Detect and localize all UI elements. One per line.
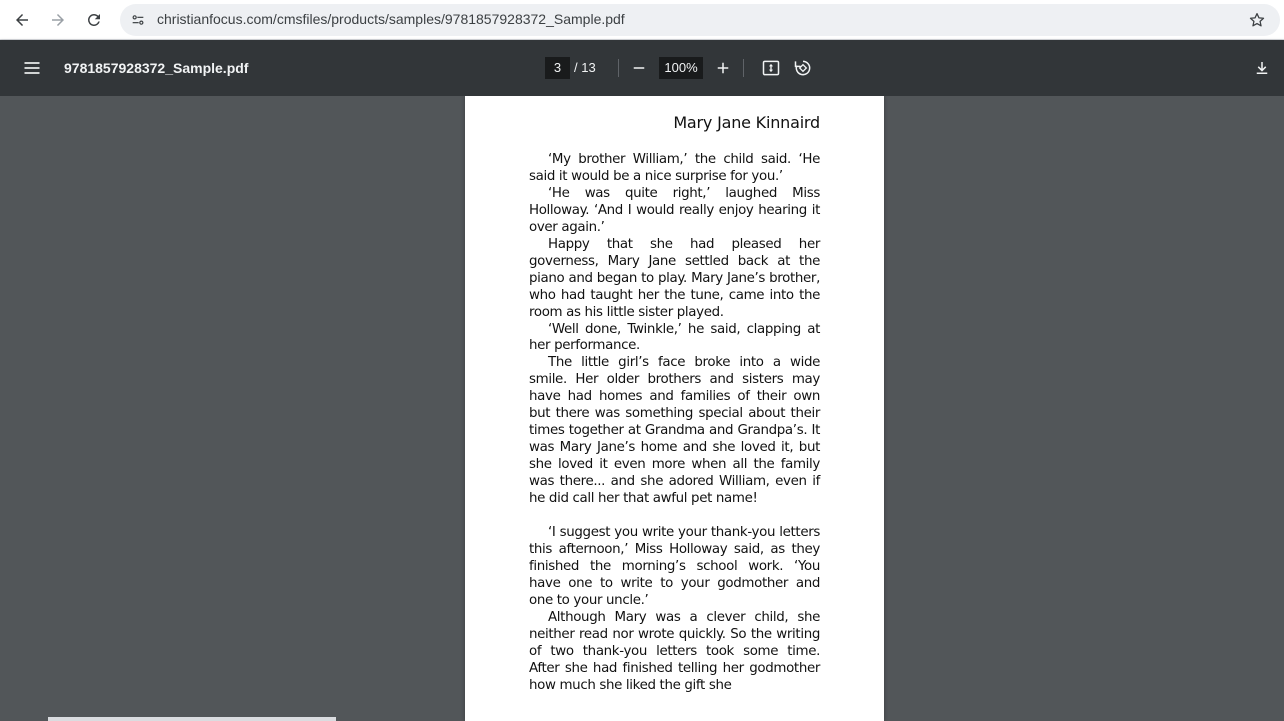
paragraph: ‘My brother William,’ the child said. ‘He said it would be a nice surprise for you.’ xyxy=(529,152,820,184)
arrow-forward-icon xyxy=(49,11,67,29)
scrollbar-thumb[interactable] xyxy=(48,717,336,721)
site-info-button[interactable] xyxy=(125,7,151,33)
paragraph: ‘He was quite right,’ laughed Miss Holloway. ‘And I would really enjoy hearing it over again.’ xyxy=(529,185,820,235)
document-title: 9781857928372_Sample.pdf xyxy=(64,60,249,76)
zoom-out-button[interactable] xyxy=(626,55,652,81)
browser-toolbar xyxy=(0,0,1284,40)
download-icon xyxy=(1253,59,1271,77)
pdf-page xyxy=(465,96,884,721)
paragraph: Although Mary was a clever child, she neither read nor wrote quickly. So the writing of two thank-you letters took some time. After she had finished telling her godmother how much she liked the gift she xyxy=(529,609,820,693)
bookmark-button[interactable] xyxy=(1246,9,1268,31)
download-button[interactable] xyxy=(1249,55,1275,81)
forward-button[interactable] xyxy=(43,5,73,35)
arrow-back-icon xyxy=(13,11,31,29)
zoom-level-input[interactable]: 100% xyxy=(659,57,703,79)
plus-icon xyxy=(714,59,732,77)
page-body xyxy=(529,152,820,695)
pdf-viewport[interactable] xyxy=(0,96,1284,721)
rotate-button[interactable] xyxy=(790,55,816,81)
url-text[interactable]: christianfocus.com/cmsfiles/products/samples/9781857928372_Sample.pdf xyxy=(157,11,625,27)
paragraph: Happy that she had pleased her governess, Mary Jane settled back at the piano and began to play. Mary Jane’s brother, who had taught her the tune, came into the room as his little sister played. xyxy=(529,236,820,320)
reload-button[interactable] xyxy=(79,5,109,35)
page-count: / 13 xyxy=(574,60,596,75)
menu-button[interactable] xyxy=(18,54,46,82)
paragraph: ‘Well done, Twinkle,’ he said, clapping at her performance. xyxy=(529,321,820,354)
minus-icon xyxy=(630,59,648,77)
fit-to-page-button[interactable] xyxy=(758,55,784,81)
tune-icon xyxy=(130,12,146,28)
divider xyxy=(618,59,619,77)
back-button[interactable] xyxy=(7,5,37,35)
pdf-toolbar xyxy=(0,40,1284,96)
hamburger-menu-icon xyxy=(22,58,42,78)
fit-to-page-icon xyxy=(761,58,781,78)
star-icon xyxy=(1248,11,1266,29)
zoom-in-button[interactable] xyxy=(710,55,736,81)
rotate-icon xyxy=(793,58,813,78)
paragraph: ‘I suggest you write your thank-you letters this afternoon,’ Miss Holloway said, as they finished the morning’s school work. ‘You have one to write to your godmother and one to your uncle.’ xyxy=(529,525,820,608)
page-number-input[interactable]: 3 xyxy=(545,57,570,79)
running-head: Mary Jane Kinnaird xyxy=(673,113,820,132)
paragraph: The little girl’s face broke into a wide smile. Her older brothers and sisters may have had homes and families of their own but there was something special about their times together at Grandma and Grandpa’s. It was Mary Jane’s home and she loved it, but she loved it even more when all the family was there... and she adored William, even if he did call her that awful pet name! xyxy=(529,355,820,507)
divider xyxy=(743,59,744,77)
address-bar[interactable] xyxy=(120,4,1280,36)
reload-icon xyxy=(85,11,103,29)
